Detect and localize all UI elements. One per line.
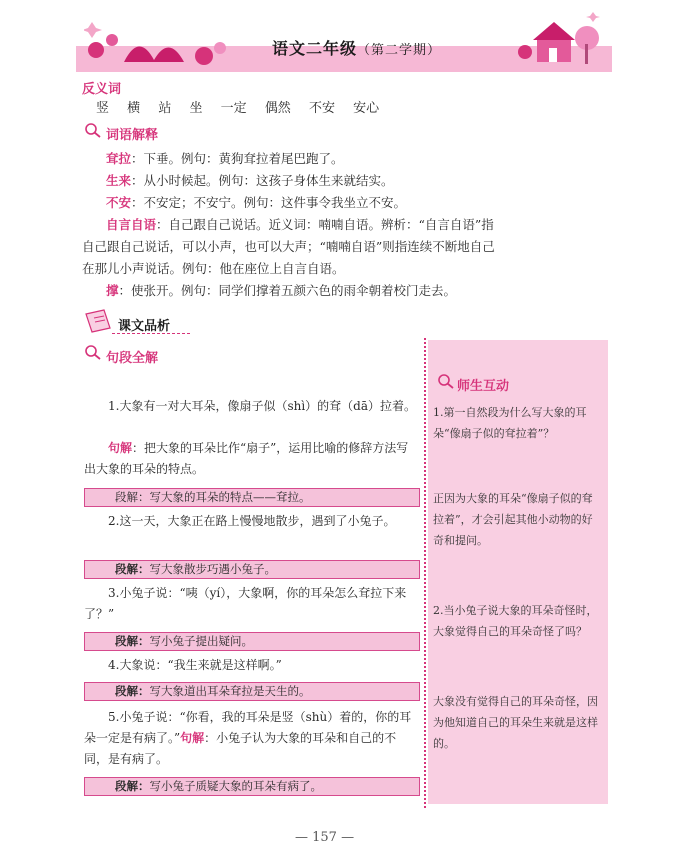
panel-answer-1: 正因为大象的耳朵“像扇子似的耷拉着”，才会引起其他小动物的好奇和提问。 [433, 492, 593, 547]
duan-label: 段解： [115, 490, 150, 504]
page-header-title [272, 36, 452, 60]
duan-text: 写小兔子质疑大象的耳朵有病了。 [149, 779, 322, 793]
duan-box [84, 777, 420, 796]
page-number: — 157 — [295, 830, 355, 845]
sentence-paragraph-3: 3.小兔子说：“咦（yí），大象啊，你的耳朵怎么耷拉下来了？” [84, 586, 407, 621]
antonym-word: 横 [127, 101, 141, 116]
analysis-label: 课文品析 [118, 319, 171, 334]
vocab-item [82, 148, 512, 302]
note-label: 句解 [180, 731, 205, 745]
duan-box [84, 488, 420, 507]
column-divider [424, 338, 426, 808]
duan-text: 写大象的耳朵的特点——耷拉。 [149, 490, 311, 504]
vocab-term: 生来 [106, 173, 132, 188]
note-text: ：小兔子认为大象的耳朵和自己的不同，是有病了。 [84, 731, 397, 766]
panel-answer-2: 大象没有觉得自己的耳朵奇怪，因为他知道自己的耳朵生来就是这样的。 [433, 695, 598, 750]
vocab-label: 词语解释 [106, 128, 159, 143]
flower-decoration-left [84, 12, 244, 74]
vocab-definition: ：不安定；不安宁。例句：这件事令我坐立不安。 [131, 195, 407, 210]
duan-box [84, 682, 420, 701]
vocab-definition: ：使张开。例句：同学们撑着五颜六色的雨伞朝着校门走去。 [118, 283, 457, 298]
sentence-paragraph-5 [84, 707, 416, 770]
vocab-definition: ：下垂。例句：黄狗耷拉着尾巴跑了。 [131, 151, 344, 166]
duan-text: 写大象道出耳朵耷拉是天生的。 [149, 684, 311, 698]
pencil-book-icon [82, 308, 116, 334]
antonyms-label: 反义词 [82, 82, 122, 97]
antonym-word: 一定 [220, 101, 247, 116]
duan-box [84, 632, 420, 651]
duan-box [84, 560, 420, 579]
sentence-paragraph-2: 2.这一天，大象正在路上慢慢地散步，遇到了小兔子。 [108, 514, 396, 528]
duan-label: 段解： [115, 779, 150, 793]
antonym-word: 偶然 [264, 101, 291, 116]
duan-label: 段解： [115, 634, 150, 648]
book-subtitle: （第二学期） [357, 43, 442, 58]
sentence-paragraph-4: 4.大象说：“我生来就是这样啊。” [108, 658, 282, 672]
antonym-word: 不安 [308, 101, 335, 116]
note-label: 句解 [108, 441, 133, 455]
panel-question-2: 2.当小兔子说大象的耳朵奇怪时，大象觉得自己的耳朵奇怪了吗？ [433, 604, 598, 638]
analysis-underline [112, 333, 190, 334]
duan-text: 写小兔子提出疑问。 [149, 634, 253, 648]
antonym-word: 竖 [96, 101, 110, 116]
panel-label: 师生互动 [457, 379, 510, 394]
magnifier-icon [437, 373, 455, 389]
antonym-word: 安心 [353, 101, 380, 116]
duan-label: 段解： [115, 684, 150, 698]
magnifier-icon [84, 122, 102, 138]
antonym-word: 站 [158, 101, 172, 116]
duan-text: 写大象散步巧遇小兔子。 [149, 562, 276, 576]
vocab-term: 耷拉 [106, 151, 132, 166]
sentence-paragraph-1: 1.大象有一对大耳朵，像扇子似（shì）的耷（dā）拉着。 [108, 399, 417, 413]
vocab-term: 不安 [106, 195, 132, 210]
panel-question-1: 1.第一自然段为什么写大象的耳朵“像扇子似的耷拉着”？ [433, 406, 587, 440]
sentence-note-1 [84, 438, 416, 480]
magnifier-icon [84, 344, 102, 360]
sentence-text: 5.小兔子说：“你看，我的耳朵是竖（shù）着的，你的耳朵一定是有病了。” [84, 710, 412, 745]
vocab-term: 自言自语 [106, 217, 157, 232]
sentences-label: 句段全解 [106, 351, 159, 366]
antonym-list [96, 97, 393, 116]
vocab-definition: ：从小时候起。例句：这孩子身体生来就结实。 [131, 173, 394, 188]
duan-label: 段解： [115, 562, 150, 576]
house-decoration-right [515, 8, 611, 74]
book-title: 语文二年级 [272, 39, 358, 58]
vocab-term: 撑 [106, 283, 119, 298]
antonym-word: 坐 [189, 101, 203, 116]
note-text: ：把大象的耳朵比作“扇子”，运用比喻的修辞方法写出大象的耳朵的特点。 [84, 441, 409, 476]
vocab-definition: ：自己跟自己说话。近义词：喃喃自语。辨析：“自言自语”指自己跟自己说话，可以小声，也可以大声；“喃喃自语”则指连续不断地自己在那儿小声说话。例句：他在座位上自言自语。 [82, 217, 495, 276]
